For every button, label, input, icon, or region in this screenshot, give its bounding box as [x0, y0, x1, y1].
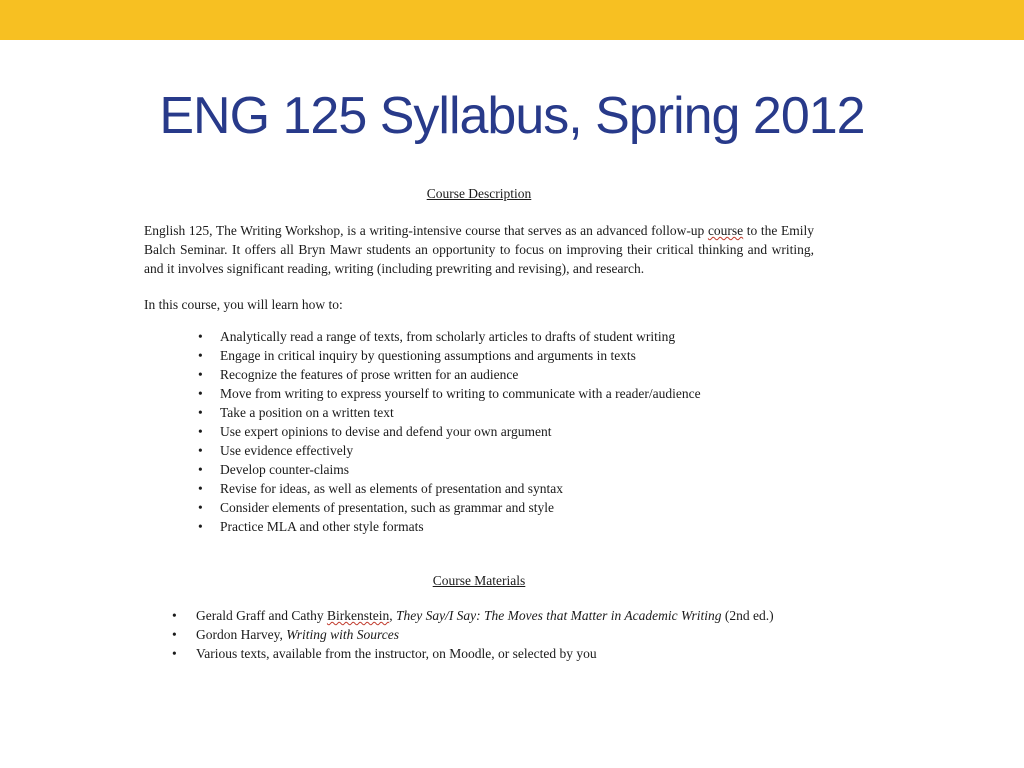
spellcheck-flagged-word: Birkenstein — [326, 608, 390, 623]
bullet-icon: • — [198, 424, 203, 439]
material-text: Various texts, available from the instructor, on Moodle, or selected by you — [196, 646, 597, 661]
slide-title: ENG 125 Syllabus, Spring 2012 — [159, 87, 865, 145]
list-item — [198, 441, 814, 460]
bullet-icon: • — [172, 608, 177, 623]
list-item — [198, 498, 814, 517]
bullet-icon: • — [198, 367, 203, 382]
list-item — [198, 460, 814, 479]
top-accent-bar — [0, 0, 1024, 40]
outcome-text: Use evidence effectively — [220, 443, 354, 458]
course-description-heading: Course Description — [426, 186, 532, 201]
learning-outcomes-list — [144, 327, 814, 536]
material-author: Gerald Graff and Cathy — [196, 608, 327, 623]
bullet-icon: • — [198, 386, 203, 401]
bullet-icon: • — [198, 519, 203, 534]
list-item — [198, 365, 814, 384]
outcome-text: Revise for ideas, as well as elements of presentation and syntax — [220, 481, 564, 496]
bullet-icon: • — [198, 443, 203, 458]
list-item — [198, 517, 814, 536]
list-item — [198, 327, 814, 346]
list-item — [172, 625, 812, 644]
description-text-end: to the Emily Balch Seminar. It offers all Bryn Mawr students an opportunity to focus on improving their critical thinking and writing, and it involves significant reading, writing (including prewriting and revising), and research. — [144, 223, 814, 276]
outcome-text: Develop counter-claims — [220, 462, 350, 477]
material-title: Writing with Sources — [286, 627, 399, 642]
bullet-icon: • — [198, 405, 203, 420]
list-item — [198, 346, 814, 365]
course-description-paragraph — [144, 221, 814, 278]
material-author: Gordon Harvey, — [196, 627, 287, 642]
list-item — [198, 403, 814, 422]
outcome-text: Use expert opinions to devise and defend your own argument — [220, 424, 552, 439]
list-item — [172, 606, 812, 625]
bullet-icon: • — [172, 646, 177, 661]
outcome-text: Recognize the features of prose written for an audience — [220, 367, 519, 382]
course-materials-heading: Course Materials — [432, 573, 526, 588]
list-item — [198, 479, 814, 498]
material-edition: (2nd ed.) — [721, 608, 774, 623]
bullet-icon: • — [172, 627, 177, 642]
bullet-icon: • — [198, 348, 203, 363]
outcome-text: Consider elements of presentation, such as grammar and style — [220, 500, 555, 515]
bullet-icon: • — [198, 329, 203, 344]
description-text-start: English 125, The Writing Workshop, is a writing-intensive course that serves as an advanced follow-up — [144, 223, 708, 238]
list-item — [198, 384, 814, 403]
list-item — [172, 644, 812, 663]
outcome-text: Take a position on a written text — [220, 405, 394, 420]
bullet-icon: • — [198, 481, 203, 496]
outcome-text: Analytically read a range of texts, from scholarly articles to drafts of student writing — [220, 329, 676, 344]
outcomes-intro: In this course, you will learn how to: — [144, 297, 343, 312]
bullet-icon: • — [198, 462, 203, 477]
material-title: They Say/I Say: The Moves that Matter in Academic Writing — [395, 608, 722, 623]
separator: , — [389, 608, 396, 623]
list-item — [198, 422, 814, 441]
course-materials-list — [144, 606, 812, 663]
syllabus-excerpt — [144, 184, 814, 663]
spellcheck-flagged-word: course — [707, 223, 744, 238]
outcome-text: Move from writing to express yourself to writing to communicate with a reader/audience — [220, 386, 701, 401]
bullet-icon: • — [198, 500, 203, 515]
outcome-text: Engage in critical inquiry by questioning assumptions and arguments in texts — [220, 348, 636, 363]
outcome-text: Practice MLA and other style formats — [220, 519, 424, 534]
